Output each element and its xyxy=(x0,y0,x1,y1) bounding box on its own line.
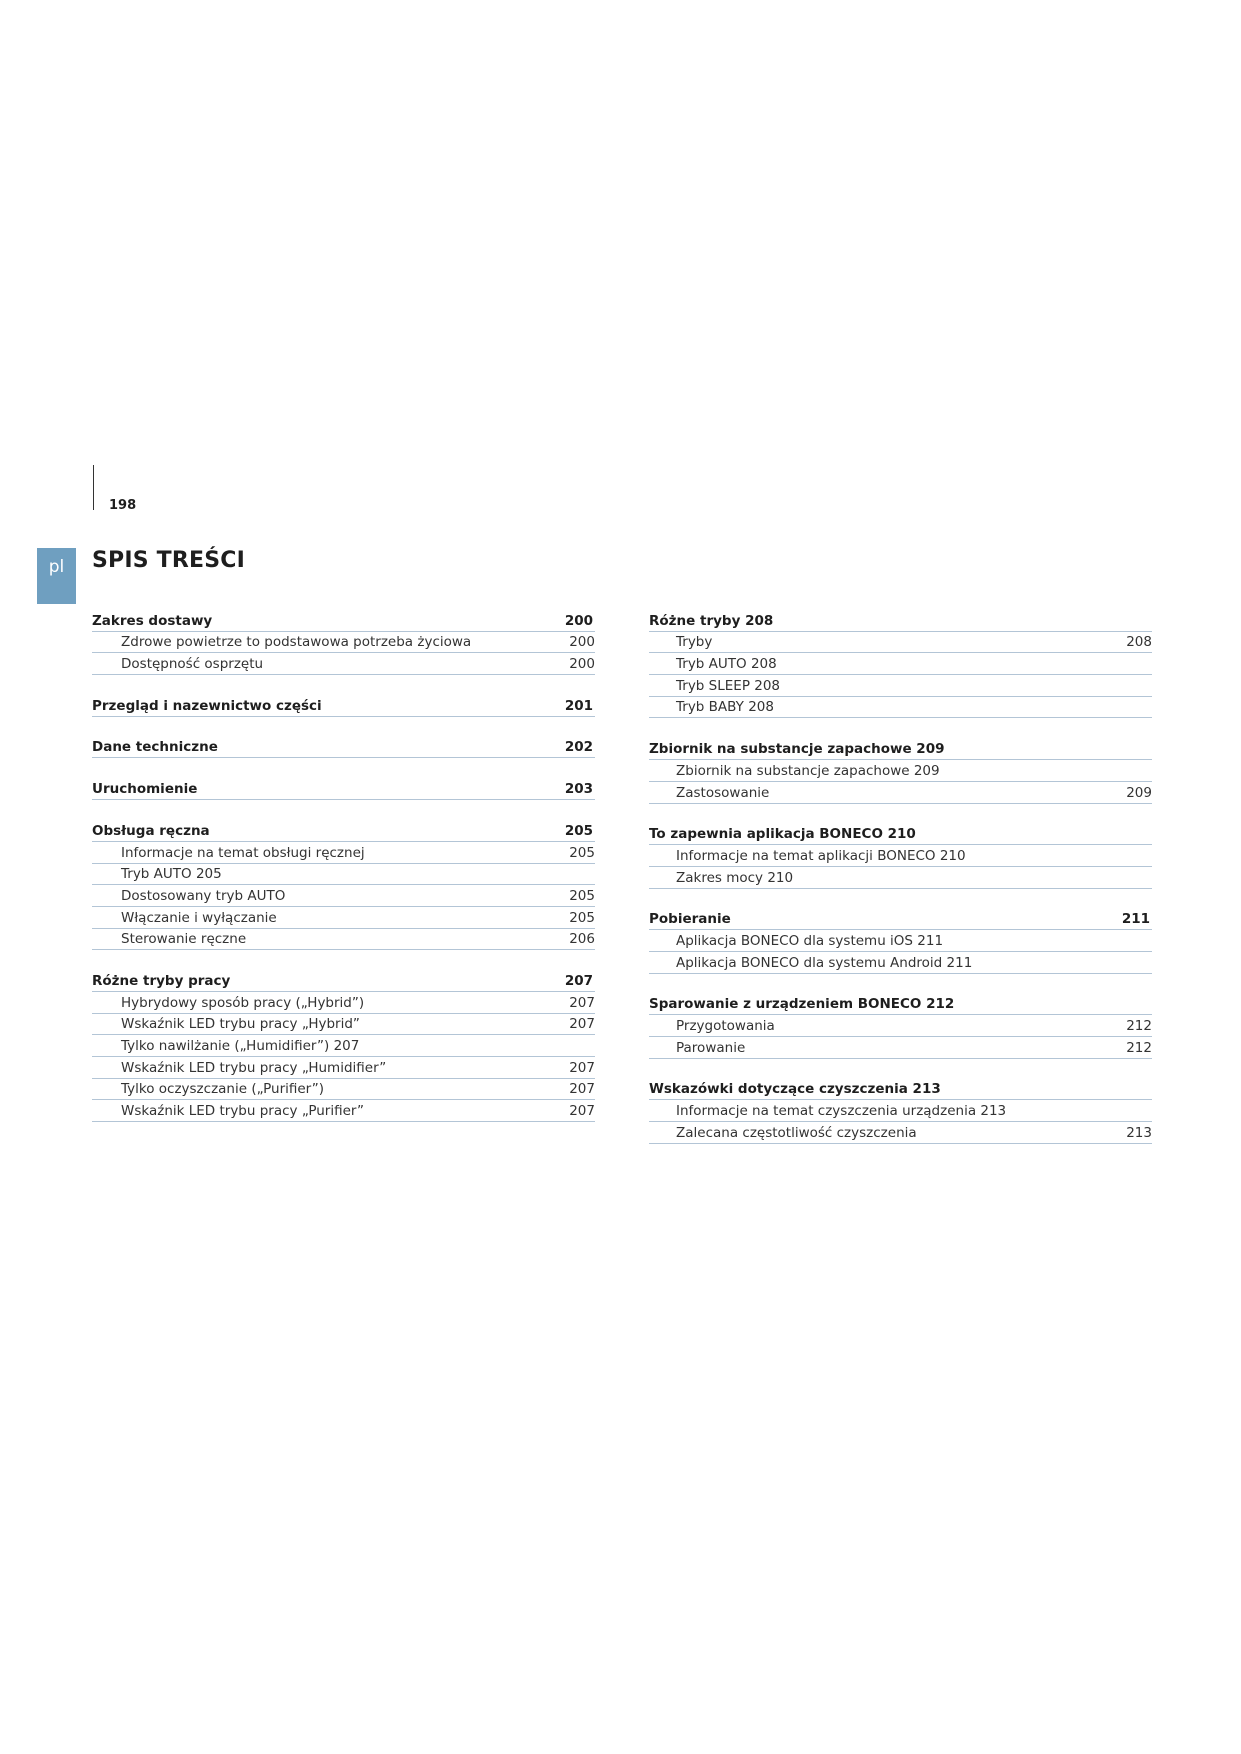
toc-section xyxy=(92,820,595,950)
toc-page-number: 205 xyxy=(569,909,595,926)
toc-page-number: 212 xyxy=(1126,1018,1152,1034)
toc-entry[interactable] xyxy=(649,697,1152,719)
toc-heading-text: Różne tryby 208 xyxy=(649,612,774,629)
toc-entry-text: Zdrowe powietrze to podstawowa potrzeba życiowa xyxy=(121,634,472,651)
toc-heading[interactable] xyxy=(92,970,595,992)
page-title: SPIS TREŚCI xyxy=(92,548,246,573)
toc-page-number: 203 xyxy=(564,781,593,798)
toc-entry[interactable] xyxy=(92,842,595,864)
toc-entry-text: Tylko nawilżanie („Humidifier”) 207 xyxy=(121,1038,360,1054)
toc-entry-text: Wskaźnik LED trybu pracy „Hybrid” xyxy=(121,1016,360,1033)
toc-heading[interactable] xyxy=(92,778,595,800)
toc-page-number: 207 xyxy=(569,1059,595,1076)
toc-heading-text: Przegląd i nazewnictwo części xyxy=(92,697,322,714)
toc-entry-text: Tryb AUTO 205 xyxy=(121,866,222,883)
toc-entry[interactable] xyxy=(649,632,1152,654)
toc-page-number: 213 xyxy=(1126,1124,1152,1141)
toc-entry-text: Tryby xyxy=(676,634,713,651)
toc-entry-text: Hybrydowy sposób pracy („Hybrid”) xyxy=(121,994,365,1011)
toc-entry-text: Informacje na temat czyszczenia urządzenia 213 xyxy=(676,1103,1007,1120)
toc-entry-text: Parowanie xyxy=(676,1039,746,1056)
toc-entry-text: Przygotowania xyxy=(676,1018,775,1034)
toc-entry[interactable] xyxy=(92,929,595,951)
toc-heading[interactable] xyxy=(92,695,595,717)
toc-page-number: 207 xyxy=(569,994,595,1011)
toc-section xyxy=(92,737,595,759)
toc-entry-text: Zalecana częstotliwość czyszczenia xyxy=(676,1124,917,1141)
toc-heading-text: Uruchomienie xyxy=(92,781,198,798)
toc-page-number: 207 xyxy=(569,1103,595,1120)
toc-heading-text: Dane techniczne xyxy=(92,739,218,756)
toc-entry[interactable] xyxy=(92,1014,595,1036)
toc-page-number: 207 xyxy=(564,972,593,989)
toc-entry[interactable] xyxy=(92,653,595,675)
toc-page-number: 207 xyxy=(569,1016,595,1033)
toc-page-number: 201 xyxy=(564,697,593,714)
toc-page-number: 209 xyxy=(1126,784,1152,801)
toc-page-number: 205 xyxy=(569,887,595,904)
toc-entry[interactable] xyxy=(649,1037,1152,1059)
toc-section xyxy=(649,610,1152,718)
toc-page-number: 211 xyxy=(1121,911,1150,928)
toc-section xyxy=(649,738,1152,803)
toc-heading[interactable] xyxy=(649,909,1152,931)
toc-section xyxy=(92,778,595,800)
toc-entry[interactable] xyxy=(649,930,1152,952)
toc-page-number: 200 xyxy=(569,656,595,673)
toc-page-number: 212 xyxy=(1126,1039,1152,1056)
page-marker-line xyxy=(93,465,94,510)
toc-section xyxy=(649,824,1152,889)
toc-entry[interactable] xyxy=(92,1057,595,1079)
toc-entry[interactable] xyxy=(92,907,595,929)
toc-entry-text: Tryb AUTO 208 xyxy=(676,656,777,673)
toc-section xyxy=(92,970,595,1122)
toc-heading-text: Pobieranie xyxy=(649,911,731,928)
toc-entry-text: Wskaźnik LED trybu pracy „Humidifier” xyxy=(121,1059,387,1076)
toc-entry[interactable] xyxy=(649,1015,1152,1037)
toc-page-number: 202 xyxy=(564,739,593,756)
toc-heading[interactable] xyxy=(649,1079,1152,1101)
toc-entry-text: Tylko oczyszczanie („Purifier”) xyxy=(121,1081,325,1098)
toc-heading[interactable] xyxy=(92,610,595,632)
toc-page-number: 200 xyxy=(564,612,593,629)
toc-entry-text: Zastosowanie xyxy=(676,784,770,801)
toc-section xyxy=(92,610,595,675)
toc-heading[interactable] xyxy=(649,994,1152,1016)
toc-heading-text: Obsługa ręczna xyxy=(92,822,210,839)
toc-right-column xyxy=(649,610,1152,1164)
toc-entry[interactable] xyxy=(649,1100,1152,1122)
toc-entry-text: Wskaźnik LED trybu pracy „Purifier” xyxy=(121,1103,365,1120)
toc-entry-text: Włączanie i wyłączanie xyxy=(121,909,277,926)
toc-heading[interactable] xyxy=(649,610,1152,632)
toc-entry-text: Zakres mocy 210 xyxy=(676,869,794,886)
toc-entry[interactable] xyxy=(92,632,595,654)
toc-entry[interactable] xyxy=(649,760,1152,782)
toc-entry[interactable] xyxy=(649,845,1152,867)
toc-page-number: 206 xyxy=(569,931,595,948)
toc-page-number: 205 xyxy=(564,822,593,839)
toc-heading-text: To zapewnia aplikacja BONECO 210 xyxy=(649,826,916,843)
language-tab: pl xyxy=(37,548,76,604)
toc-entry[interactable] xyxy=(92,1079,595,1101)
toc-entry-text: Dostosowany tryb AUTO xyxy=(121,887,286,904)
toc-heading-text: Sparowanie z urządzeniem BONECO 212 xyxy=(649,996,955,1013)
toc-entry-text: Tryb BABY 208 xyxy=(676,699,774,716)
toc-page-number: 200 xyxy=(569,634,595,651)
toc-entry[interactable] xyxy=(649,952,1152,974)
toc-heading-text: Zakres dostawy xyxy=(92,612,213,629)
toc-entry-text: Aplikacja BONECO dla systemu Android 211 xyxy=(676,954,973,971)
toc-entry-text: Dostępność osprzętu xyxy=(121,656,264,673)
toc-heading-text: Różne tryby pracy xyxy=(92,972,231,989)
toc-entry[interactable] xyxy=(92,1100,595,1122)
toc-entry[interactable] xyxy=(649,1122,1152,1144)
toc-entry[interactable] xyxy=(92,864,595,886)
toc-entry-text: Informacje na temat aplikacji BONECO 210 xyxy=(676,847,966,864)
toc-entry-text: Zbiornik na substancje zapachowe 209 xyxy=(676,762,940,779)
toc-section xyxy=(649,909,1152,974)
toc-heading[interactable] xyxy=(649,824,1152,846)
toc-entry-text: Aplikacja BONECO dla systemu iOS 211 xyxy=(676,932,944,949)
toc-section xyxy=(649,994,1152,1059)
toc-entry-text: Informacje na temat obsługi ręcznej xyxy=(121,844,365,861)
toc-heading[interactable] xyxy=(92,820,595,842)
toc-entry[interactable] xyxy=(92,885,595,907)
toc-entry[interactable] xyxy=(649,867,1152,889)
toc-entry-text: Sterowanie ręczne xyxy=(121,931,247,948)
toc-entry[interactable] xyxy=(92,1035,595,1057)
toc-heading[interactable] xyxy=(92,737,595,759)
toc-heading[interactable] xyxy=(649,738,1152,760)
toc-page-number: 207 xyxy=(569,1081,595,1098)
toc-left-column xyxy=(92,610,595,1142)
toc-entry[interactable] xyxy=(649,653,1152,675)
toc-section xyxy=(649,1079,1152,1144)
toc-entry-text: Tryb SLEEP 208 xyxy=(676,677,781,694)
toc-page-number: 208 xyxy=(1126,634,1152,651)
toc-section xyxy=(92,695,595,717)
toc-heading-text: Wskazówki dotyczące czyszczenia 213 xyxy=(649,1081,941,1098)
toc-entry[interactable] xyxy=(92,992,595,1014)
toc-entry[interactable] xyxy=(649,782,1152,804)
toc-heading-text: Zbiornik na substancje zapachowe 209 xyxy=(649,741,945,758)
page-number: 198 xyxy=(109,498,137,513)
toc-page-number: 205 xyxy=(569,844,595,861)
toc-entry[interactable] xyxy=(649,675,1152,697)
